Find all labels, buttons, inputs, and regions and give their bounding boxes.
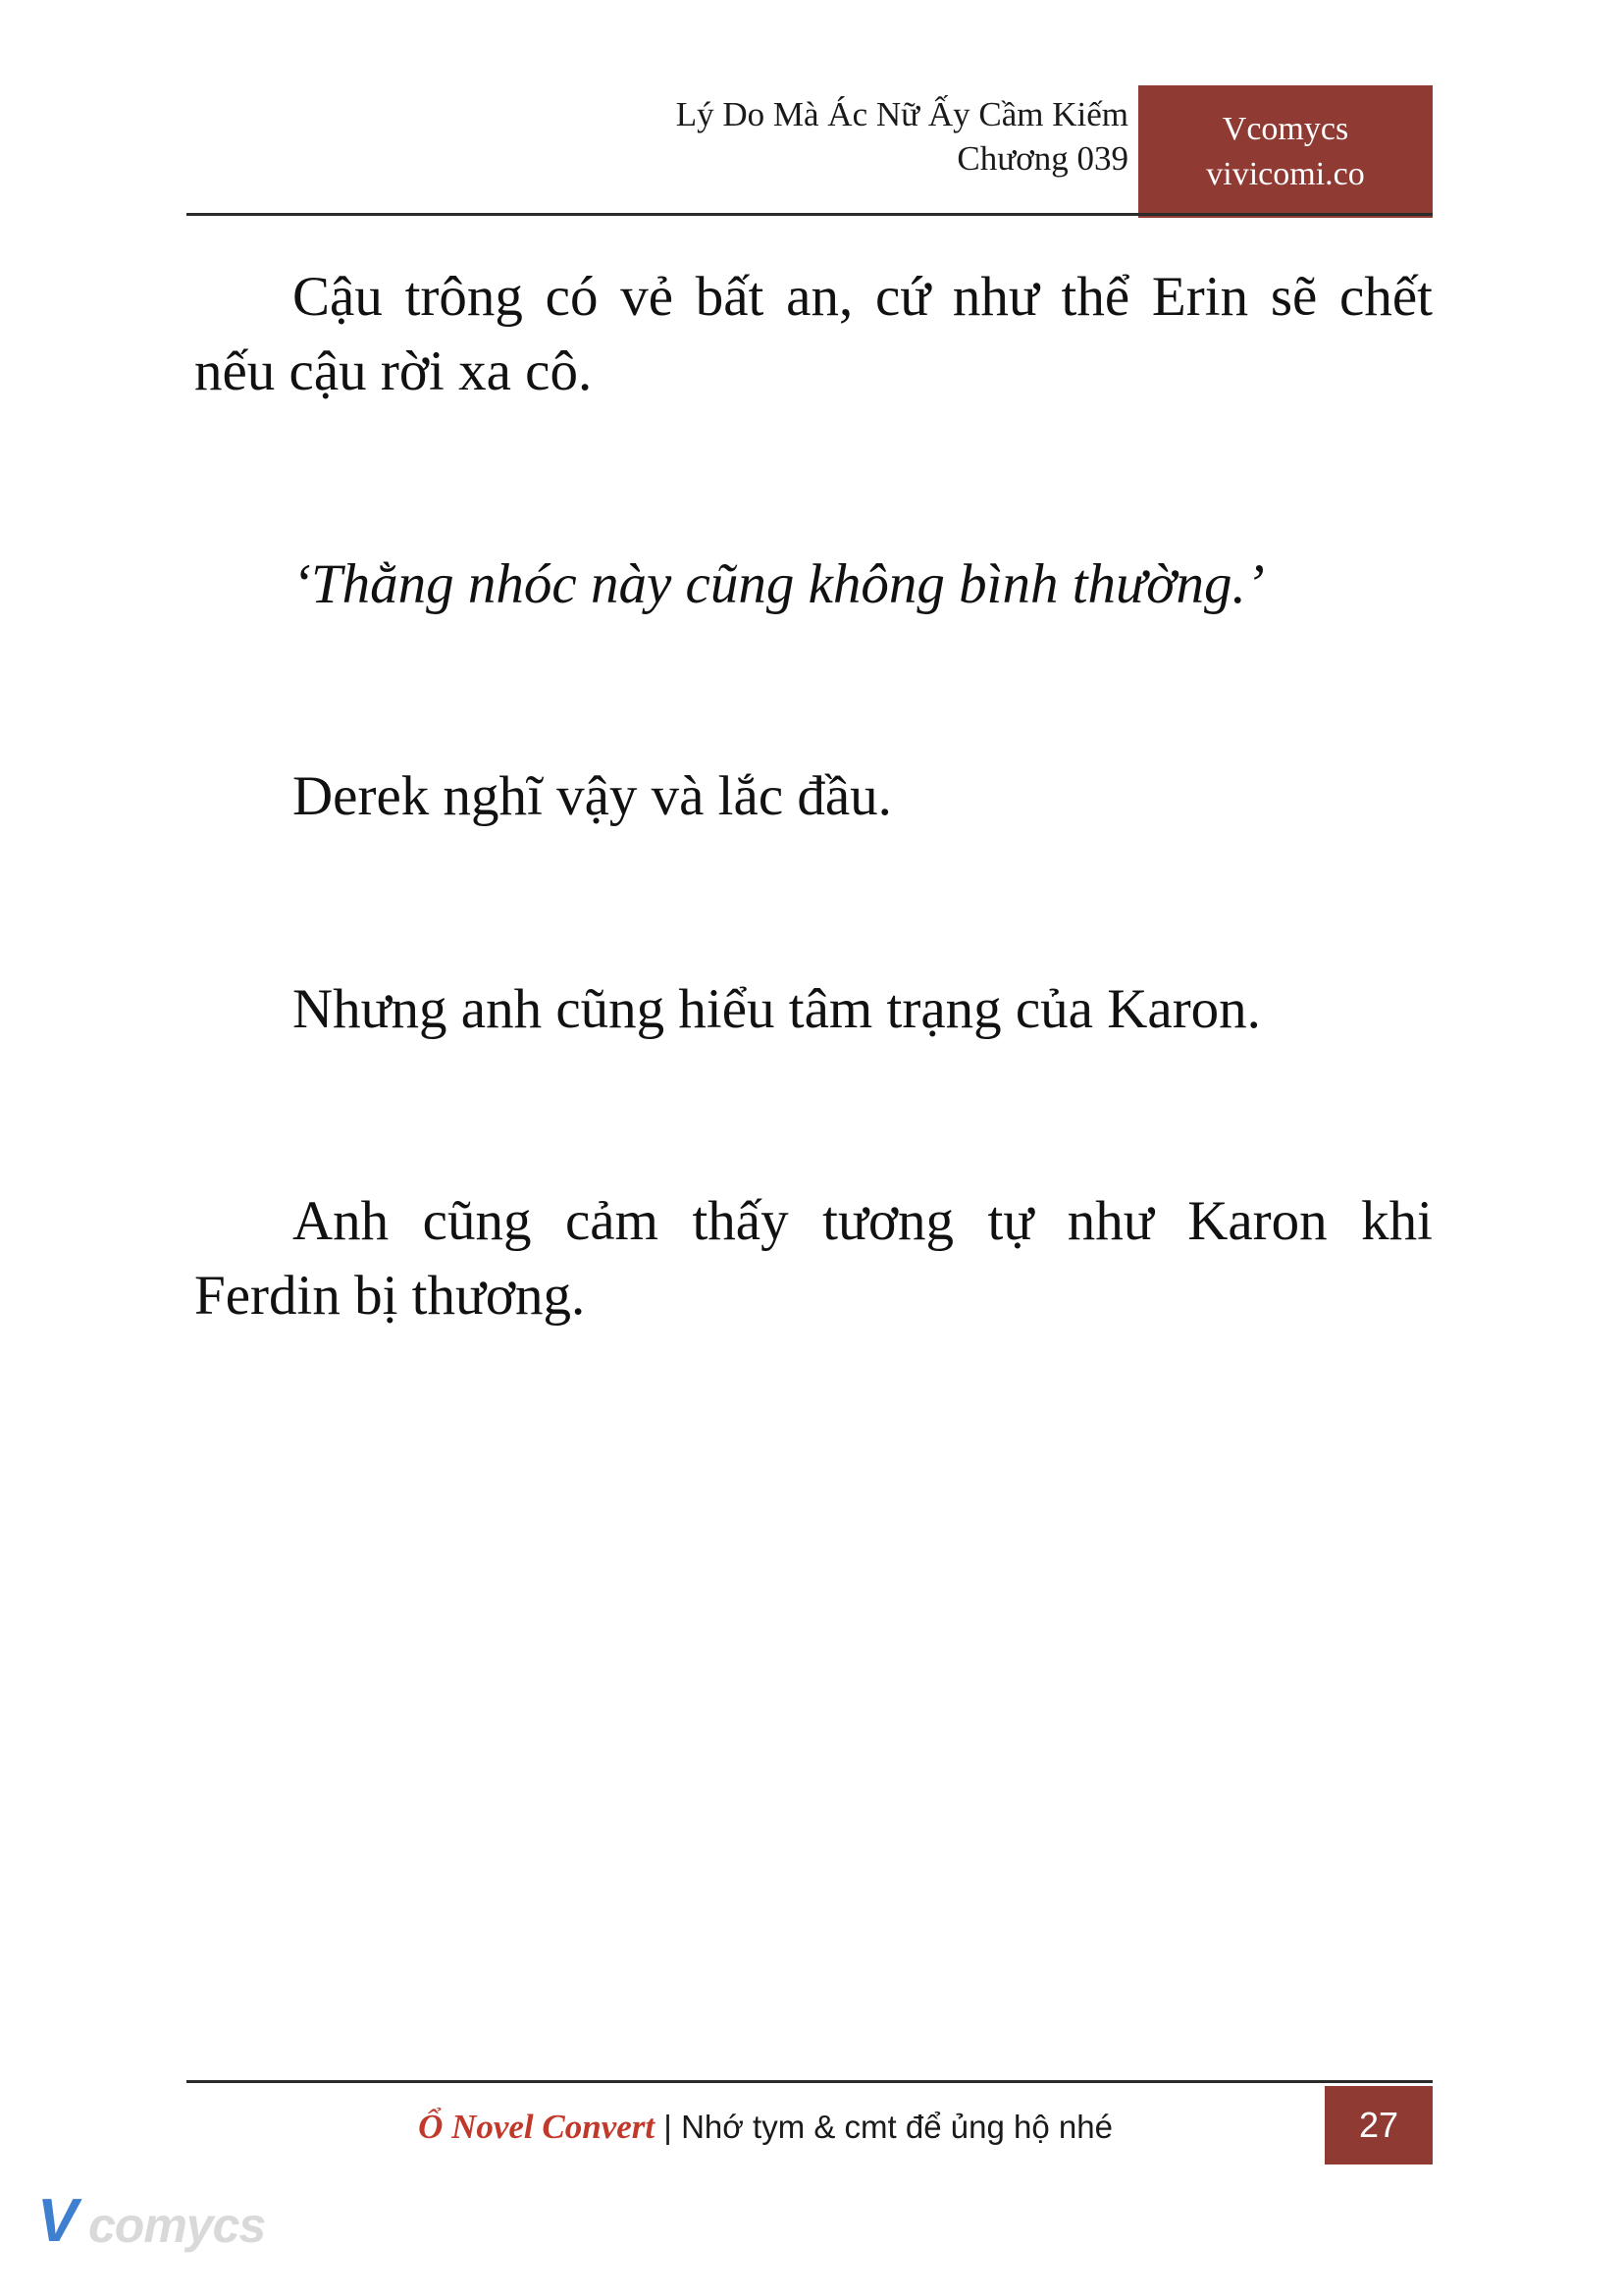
footer-separator: | (655, 2109, 682, 2145)
header-divider (186, 213, 1433, 216)
watermark-initial: V (37, 2187, 79, 2255)
paragraph: Cậu trông có vẻ bất an, cứ như thể Erin sẽ chết nếu cậu rời xa cô. (194, 266, 1433, 403)
site-badge-name: Vcomycs (1222, 111, 1349, 147)
footer-brand: Ổ Novel Convert (418, 2108, 655, 2146)
site-badge-url: vivicomi.co (1206, 155, 1365, 192)
footer-note: Nhớ tym & cmt để ủng hộ nhé (681, 2109, 1113, 2145)
chapter-label: Chương 039 (957, 138, 1128, 178)
paragraph-spacer (194, 487, 1433, 548)
page-content (194, 260, 1433, 1334)
footer-credit (186, 2108, 1344, 2147)
footer-inner (186, 2100, 1433, 2165)
paragraph: Nhưng anh cũng hiểu tâm trạng của Karon. (292, 977, 1261, 1040)
paragraph-spacer (194, 1123, 1433, 1184)
vcomycs-watermark-logo (37, 2187, 283, 2266)
paragraph: Derek nghĩ vậy và lắc đầu. (292, 765, 892, 828)
page-footer (186, 2080, 1433, 2168)
paragraph-spacer (194, 912, 1433, 972)
header-title-block (676, 93, 1128, 182)
page-header (186, 93, 1433, 216)
site-badge (1138, 85, 1433, 218)
novel-title: Lý Do Mà Ác Nữ Ấy Cầm Kiếm (675, 95, 1128, 133)
page-number-badge: 27 (1325, 2086, 1433, 2165)
paragraph-inner-thought: ‘Thằng nhóc này cũng không bình thường.’ (292, 552, 1265, 615)
paragraph-spacer (194, 699, 1433, 759)
paragraph: Anh cũng cảm thấy tương tự như Karon khi Ferdin bị thương. (194, 1189, 1433, 1328)
watermark-text: comycs (88, 2198, 266, 2253)
footer-divider (186, 2080, 1433, 2083)
